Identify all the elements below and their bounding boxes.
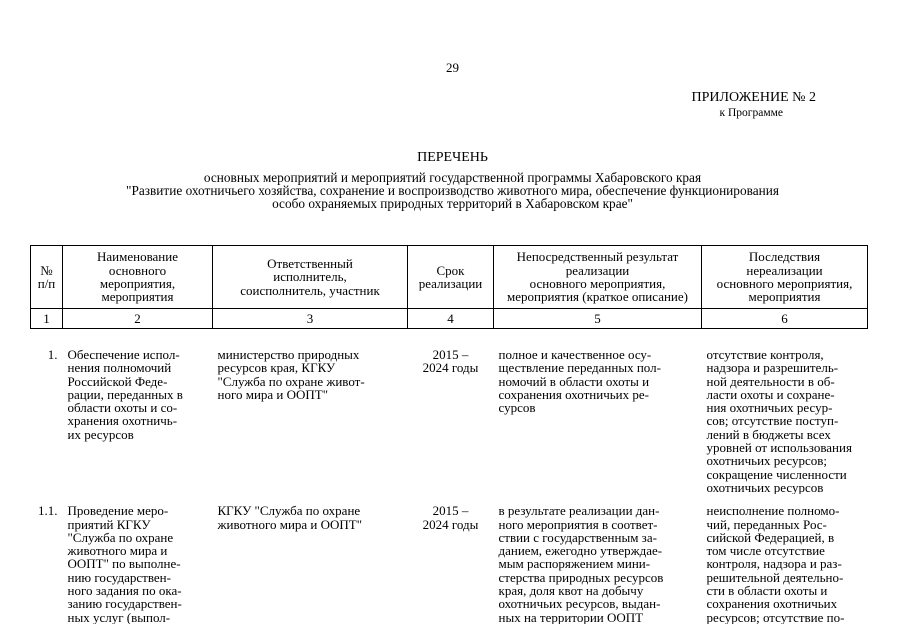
text-line: ного мероприятия в соответ- — [498, 516, 658, 532]
text-line: ствии с государственным за- — [498, 529, 657, 545]
text-line: уровней от использования — [706, 440, 852, 456]
header-cell-name — [63, 246, 213, 309]
text-line: их ресурсов — [67, 426, 134, 442]
column-number: 2 — [63, 309, 213, 329]
text-line: ния охотничьих ресур- — [706, 400, 833, 416]
text-line: области охоты и со- — [67, 400, 178, 416]
text-line: реализации — [418, 276, 483, 291]
text-line: основного мероприятия, — [716, 276, 853, 291]
document-subheading — [40, 171, 865, 210]
text-line: нию государствен- — [67, 569, 171, 585]
header-cell-executor — [213, 246, 408, 309]
text-line: 2024 годы — [422, 516, 479, 532]
header-cell-term — [408, 246, 494, 309]
text-line: ООПТ" по выполне- — [67, 556, 181, 572]
text-line: 2015 – — [432, 347, 469, 362]
text-line: ного задания по ока- — [67, 583, 182, 599]
subheading-line: особо охраняемых природных территорий в Хабаровском крае" — [272, 196, 633, 211]
text-line: Проведение меро- — [67, 503, 169, 519]
text-line: ресурсов; отсутствие по- — [706, 609, 845, 624]
text-line: сохранения охотничьих ре- — [498, 386, 649, 402]
header-cell-result — [494, 246, 702, 309]
text-line: реализации — [565, 262, 630, 278]
text-line: сохранения охотничьих — [706, 596, 838, 612]
text-line: исполнитель, — [273, 269, 347, 285]
text-line: стерства природных ресурсов — [498, 569, 664, 585]
text-line: Российской Феде- — [67, 373, 168, 389]
column-number: 1 — [31, 309, 63, 329]
text-line: сурсов — [498, 400, 536, 416]
appendix-subtitle: к Программе — [719, 107, 783, 119]
appendix-title: ПРИЛОЖЕНИЕ № 2 — [691, 90, 816, 105]
text-line: 2015 – — [432, 503, 469, 519]
text-line: Срок — [436, 262, 465, 278]
text-line: Наименование — [97, 249, 178, 265]
responsible-executor — [213, 329, 408, 495]
table-row — [31, 494, 868, 624]
text-line: края, доля квот на добычу — [498, 583, 644, 599]
text-line: рации, переданных в — [67, 386, 183, 402]
text-line: чий, переданных Рос- — [706, 516, 827, 532]
text-line: мероприятия — [748, 289, 821, 305]
row-number: 1.1. — [38, 503, 58, 519]
non-implementation-consequences — [702, 329, 868, 495]
text-line: том числе отсутствие — [706, 543, 825, 559]
text-line: нения полномочий — [67, 360, 172, 376]
non-implementation-consequences — [702, 494, 868, 624]
text-line: охотничьих ресурсов; — [706, 453, 827, 469]
text-line: ласти охоты и сохране- — [706, 386, 835, 402]
text-line: отсутствие контроля, — [706, 347, 824, 362]
column-number: 3 — [213, 309, 408, 329]
text-line: Ответственный — [267, 256, 353, 272]
direct-result — [494, 494, 702, 624]
text-line: решительной деятельно- — [706, 569, 844, 585]
implementation-term — [408, 494, 494, 624]
text-line: № — [40, 262, 53, 278]
text-line: Последствия — [748, 249, 821, 265]
text-line: Непосредственный результат — [516, 249, 679, 265]
page-number: 29 — [446, 60, 459, 75]
text-line: хранения охотничь- — [67, 413, 178, 429]
subheading-line: основных мероприятий и мероприятий государственной программы Хабаровского края — [203, 170, 702, 185]
text-line: министерство природных — [217, 347, 360, 362]
measure-name — [63, 329, 213, 495]
text-line: ществление переданных пол- — [498, 360, 661, 376]
column-number: 5 — [494, 309, 702, 329]
text-line: мероприятия — [101, 289, 174, 305]
text-line: приятий КГКУ — [67, 516, 151, 532]
text-line: соисполнитель, участник — [240, 282, 380, 298]
header-cell-number — [31, 246, 63, 309]
text-line: ного мира и ООПТ" — [217, 386, 329, 402]
text-line: основного мероприятия, — [529, 276, 666, 291]
text-line: контроля, надзора и раз- — [706, 556, 842, 572]
text-line: ной деятельности в об- — [706, 373, 835, 389]
implementation-term — [408, 329, 494, 495]
text-line: в результате реализации дан- — [498, 503, 660, 519]
text-line: надзора и разрешитель- — [706, 360, 839, 376]
text-line: номочий в области охоты и — [498, 373, 650, 389]
text-line: мероприятия (краткое описание) — [507, 289, 688, 305]
text-line: п/п — [37, 276, 56, 291]
text-line: сов; отсутствие поступ- — [706, 413, 839, 429]
text-line: мым распоряжением мини- — [498, 556, 651, 572]
text-line: "Служба по охране — [67, 529, 174, 545]
text-line: 2024 годы — [422, 360, 479, 376]
column-number: 4 — [408, 309, 494, 329]
text-line: полное и качественное осу- — [498, 347, 652, 362]
text-line: сти в области охоты и — [706, 583, 828, 599]
text-line: основного — [108, 262, 167, 278]
text-line: ных услуг (выпол- — [67, 609, 171, 624]
text-line: животного мира и — [67, 543, 168, 559]
responsible-executor — [213, 494, 408, 624]
text-line: мероприятия, — [99, 276, 176, 291]
subheading-line: "Развитие охотничьего хозяйства, сохранение и воспроизводство животного мира, обеспечение функционирования — [126, 183, 779, 198]
text-line: ных на территории ООПТ — [498, 609, 644, 624]
text-line: данием, ежегодно утверждае- — [498, 543, 663, 559]
text-line: сокращение численности — [706, 466, 847, 482]
column-number-row — [31, 309, 868, 329]
text-line: охотничьих ресурсов — [706, 479, 824, 495]
text-line: животного мира и ООПТ" — [217, 516, 363, 532]
text-line: "Служба по охране живот- — [217, 373, 365, 389]
text-line: Обеспечение испол- — [67, 347, 180, 362]
text-line: ресурсов края, КГКУ — [217, 360, 336, 376]
column-number: 6 — [702, 309, 868, 329]
text-line: лений в бюджеты всех — [706, 426, 831, 442]
measure-name — [63, 494, 213, 624]
header-cell-consequences — [702, 246, 868, 309]
direct-result — [494, 329, 702, 495]
document-heading: ПЕРЕЧЕНЬ — [417, 150, 488, 165]
text-line: нереализации — [746, 262, 823, 278]
table-header-row — [31, 246, 868, 309]
table-row — [31, 329, 868, 495]
text-line: охотничьих ресурсов, выдан- — [498, 596, 661, 612]
measures-table — [30, 245, 868, 624]
text-line: сийской Федерацией, в — [706, 529, 835, 545]
text-line: КГКУ "Служба по охране — [217, 503, 361, 519]
text-line: неисполнение полномо- — [706, 503, 840, 519]
text-line: занию государствен- — [67, 596, 182, 612]
row-number: 1. — [47, 347, 58, 362]
